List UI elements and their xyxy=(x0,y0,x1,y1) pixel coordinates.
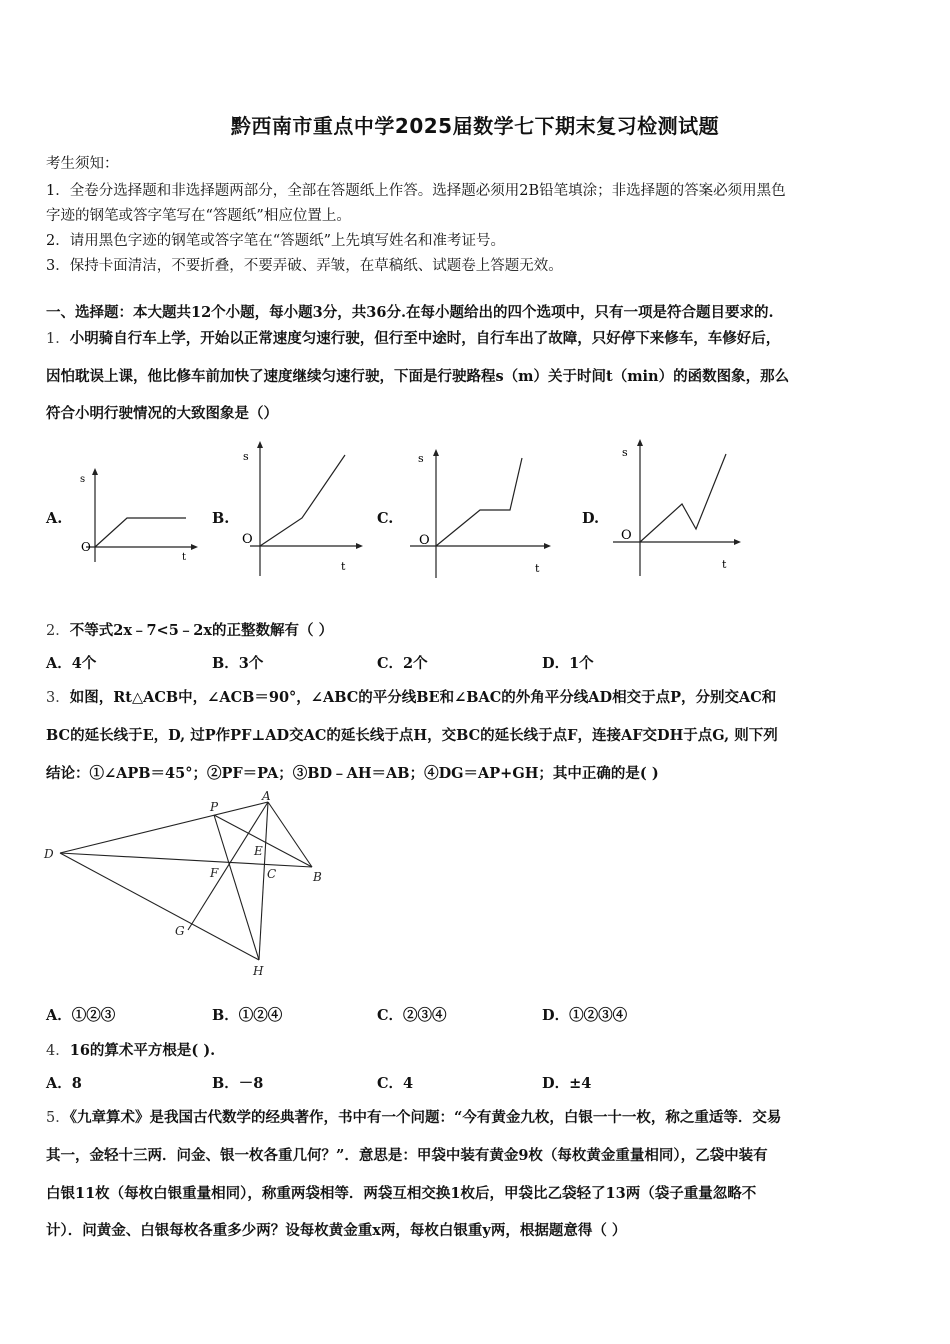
q1-option-b-label: B. xyxy=(212,510,230,527)
q3-option-c[interactable]: C．②③④ xyxy=(377,1007,447,1024)
q2-text: 不等式2x﹣7<5﹣2x的正整数解有（ ） xyxy=(69,622,334,639)
q5-line-4: 计）．问黄金、白银每枚各重多少两？设每枚黄金重x两，每枚白银重y两，根据题意得（ ） xyxy=(46,1222,627,1239)
q4-option-d[interactable]: D．±4 xyxy=(542,1075,592,1092)
notice-heading: 考生须知： xyxy=(46,156,119,172)
label-F: F xyxy=(210,866,219,880)
line-AB xyxy=(268,802,312,867)
q1-line-1 xyxy=(46,327,780,348)
q4-option-c[interactable]: C．4 xyxy=(377,1075,414,1092)
q1-graph-b-origin: O xyxy=(242,532,253,547)
q1-graph-d-yaxis: s xyxy=(622,446,628,459)
q3-line-1 xyxy=(46,686,776,707)
q1-graph-b-yaxis: s xyxy=(243,450,249,463)
notice-line-1: 1．全卷分选择题和非选择题两部分，全部在答题纸上作答。选择题必须用2B铅笔填涂；非选择题的答案必须用黑色 xyxy=(46,183,786,199)
page-title: 黔西南市重点中学2025届数学七下期末复习检测试题 xyxy=(230,114,720,138)
q1-graph-a-yaxis: s xyxy=(80,474,86,485)
q3-option-b[interactable]: B．①②④ xyxy=(212,1007,283,1024)
q1-graph-c-xaxis: t xyxy=(535,562,540,575)
q3-geometry-figure xyxy=(40,785,340,985)
label-D: D xyxy=(44,847,54,861)
line-AH xyxy=(259,802,268,960)
q1-graph-c xyxy=(405,442,555,580)
q1-graph-a-origin: O xyxy=(81,540,91,554)
q5-number: 5． xyxy=(46,1110,70,1126)
q5-line-2: 其一，金轻十三两．问金、银一枚各重几何？”．意思是：甲袋中装有黄金9枚（每枚黄金重量相同），乙袋中装有 xyxy=(46,1147,768,1164)
q1-graph-d-xaxis: t xyxy=(722,558,727,571)
q1-line-3: 符合小明行驶情况的大致图象是（） xyxy=(46,405,278,422)
label-B: B xyxy=(313,870,322,884)
notice-line-2: 字迹的钢笔或答字笔写在“答题纸”相应位置上。 xyxy=(46,208,351,224)
q1-option-d-label: D. xyxy=(582,510,600,527)
label-G: G xyxy=(175,924,185,938)
label-A: A xyxy=(262,789,271,803)
q3-text-1: 如图，Rt△ACB中，∠ACB＝90°，∠ABC的平分线BE和∠BAC的外角平分线AD相交于点P，分别交AC和 xyxy=(69,689,777,706)
q3-option-a[interactable]: A．①②③ xyxy=(46,1007,116,1024)
q4-option-b[interactable]: B．－8 xyxy=(212,1075,264,1092)
q1-graph-c-yaxis: s xyxy=(418,452,424,465)
q1-text-1: 小明骑自行车上学，开始以正常速度匀速行驶，但行至中途时，自行车出了故障，只好停下来修车，车修好后， xyxy=(69,330,781,347)
q3-option-d[interactable]: D．①②③④ xyxy=(542,1007,628,1024)
q1-graph-d-origin: O xyxy=(621,528,632,543)
q5-line-1 xyxy=(46,1106,781,1127)
label-H: H xyxy=(253,964,264,978)
line-PH xyxy=(214,815,259,960)
section-header: 一、选择题：本大题共12个小题，每小题3分，共36分.在每小题给出的四个选项中，只有一项是符合题目要求的. xyxy=(46,304,774,321)
q4-line xyxy=(46,1039,215,1060)
line-DB xyxy=(60,853,312,867)
q1-number: 1． xyxy=(46,331,70,347)
q2-option-d[interactable]: D．1个 xyxy=(542,655,594,672)
q4-number: 4． xyxy=(46,1043,70,1059)
q2-line xyxy=(46,619,333,640)
q4-text: 16的算术平方根是( ). xyxy=(69,1042,216,1059)
q2-option-c[interactable]: C．2个 xyxy=(377,655,428,672)
q2-option-b[interactable]: B．3个 xyxy=(212,655,264,672)
q1-graph-a xyxy=(70,460,200,570)
notice-line-4: 3．保持卡面清洁，不要折叠，不要弄破、弄皱，在草稿纸、试题卷上答题无效。 xyxy=(46,258,563,274)
label-E: E xyxy=(254,844,263,858)
q5-text-1: 《九章算术》是我国古代数学的经典著作，书中有一个问题：“今有黄金九枚，白银一十一枚，称之重适等．交易 xyxy=(69,1109,782,1126)
q3-number: 3． xyxy=(46,690,70,706)
q3-line-2: BC的延长线于E，D, 过P作PF⊥AD交AC的延长线于点H，交BC的延长线于点F，连接AF交DH于点G, 则下列 xyxy=(46,727,778,744)
notice-line-3: 2．请用黑色字迹的钢笔或答字笔在“答题纸”上先填写姓名和准考证号。 xyxy=(46,233,506,249)
q1-option-c-label: C. xyxy=(377,510,394,527)
q1-graph-c-origin: O xyxy=(419,533,430,548)
q5-line-3: 白银11枚（每枚白银重量相同），称重两袋相等．两袋互相交换1枚后，甲袋比乙袋轻了13两（袋子重量忽略不 xyxy=(46,1185,757,1202)
q1-option-a-label: A. xyxy=(46,510,63,527)
label-P: P xyxy=(210,800,219,814)
q1-line-2: 因怕耽误上课，他比修车前加快了速度继续匀速行驶，下面是行驶路程s（m）关于时间t（min）的函数图象，那么 xyxy=(46,368,790,385)
label-C: C xyxy=(267,867,277,881)
q4-option-a[interactable]: A．8 xyxy=(46,1075,82,1092)
q2-option-a[interactable]: A．4个 xyxy=(46,655,97,672)
q1-graph-a-xaxis: t xyxy=(182,552,187,563)
q1-graph-d xyxy=(610,436,750,578)
line-DH xyxy=(60,853,259,960)
q3-line-3: 结论：①∠APB＝45°；②PF＝PA；③BD﹣AH＝AB；④DG＝AP+GH；其中正确的是( ) xyxy=(46,765,659,782)
line-AG xyxy=(188,802,268,930)
q2-number: 2． xyxy=(46,623,70,639)
line-PB xyxy=(214,815,312,867)
q1-graph-b xyxy=(235,436,365,578)
q1-graph-b-xaxis: t xyxy=(341,560,346,573)
